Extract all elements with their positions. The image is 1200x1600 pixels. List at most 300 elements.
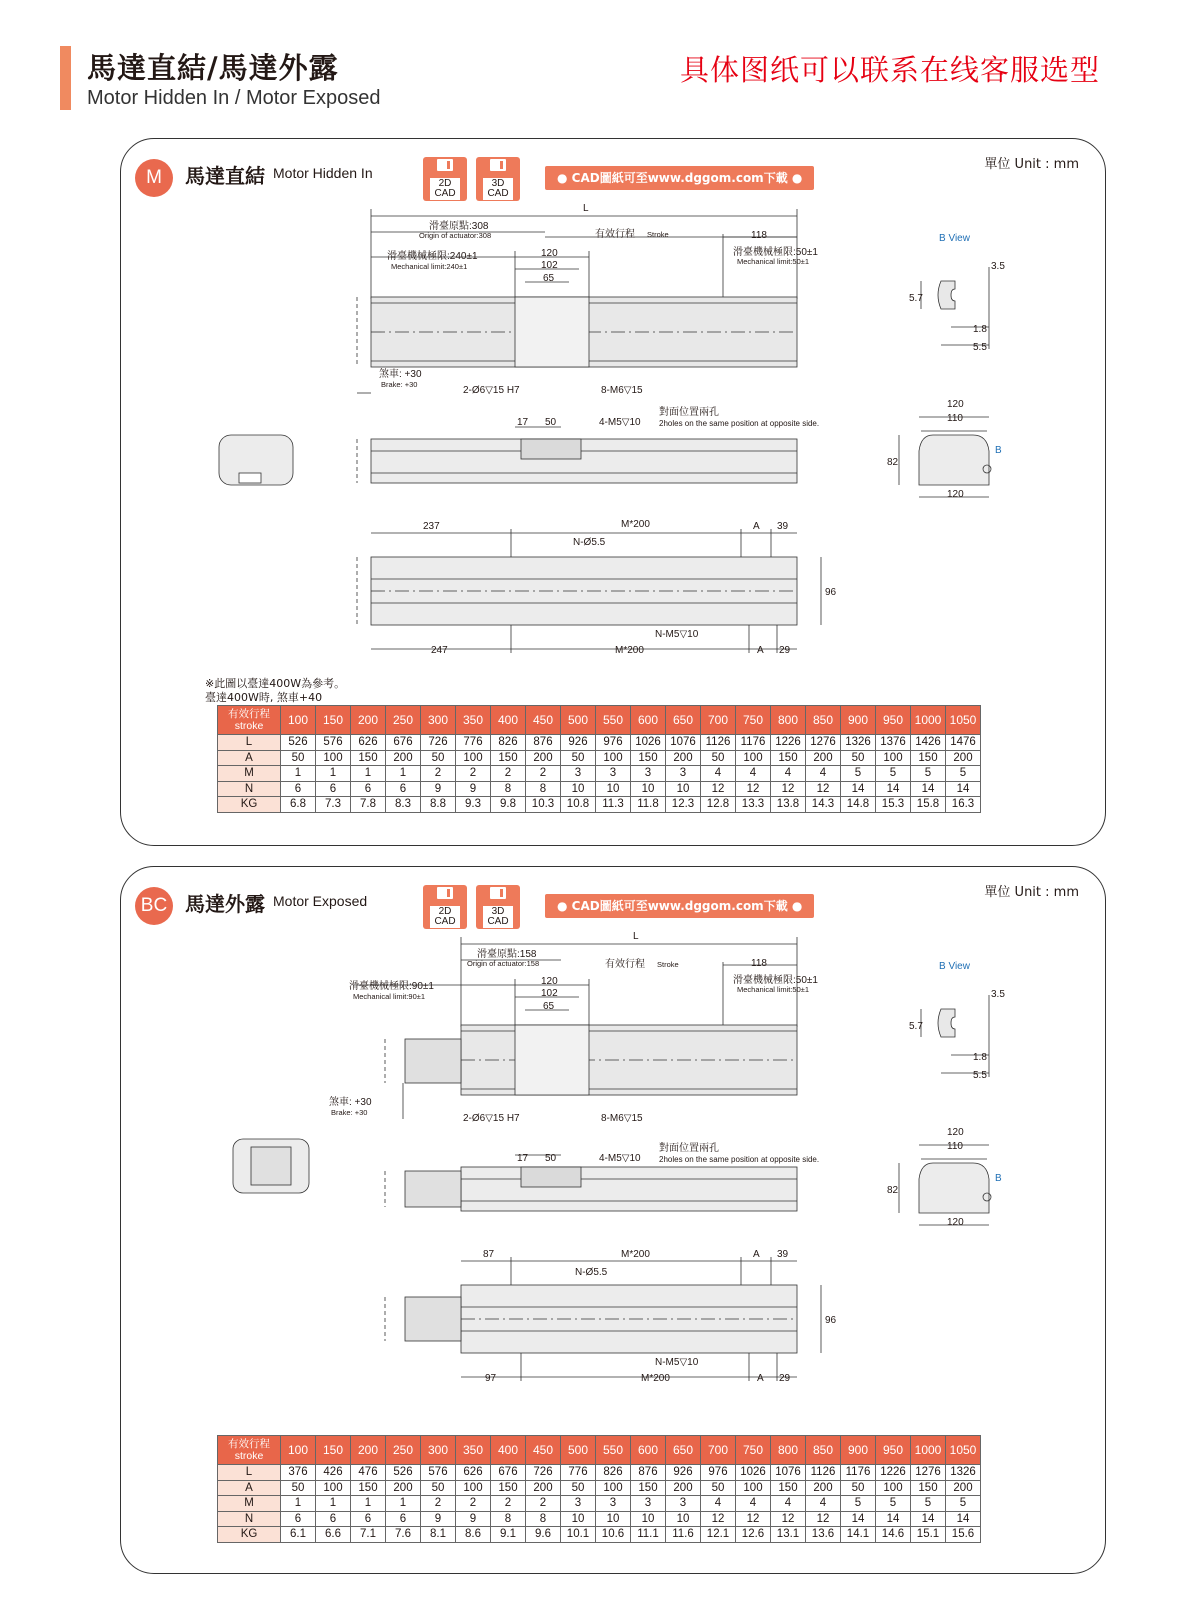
dim-bottom-left: 97 [485,1373,497,1384]
dim-39: 39 [777,1249,789,1260]
mech-right-cn: 滑臺機械極限:50±1 [733,975,818,986]
table-row [218,781,981,797]
table-cell: 5 [946,1496,981,1512]
dim-65: 65 [543,1001,555,1012]
end-dim-120-top: 120 [947,1127,964,1138]
table-cell: 1 [386,1496,421,1512]
table-cell: 150 [491,1480,526,1496]
hole-n55: N-Ø5.5 [575,1267,608,1278]
spec-table [217,705,981,813]
spec-table [217,1435,981,1543]
table-row [218,1480,981,1496]
table-cell: 100 [456,750,491,766]
table-row [218,735,981,751]
dim-118: 118 [751,230,767,241]
mech-left-cn: 滑臺機械極限:240±1 [387,251,478,262]
stroke-column-header: 1050 [946,706,981,735]
table-cell: 6.1 [281,1527,316,1543]
table-cell: 4 [736,1496,771,1512]
mech-left-en: Mechanical limit:90±1 [353,992,426,1001]
table-cell: 14 [876,1511,911,1527]
stroke-column-header: 350 [456,706,491,735]
opposite-en: 2holes on the same position at opposite side. [659,1155,820,1164]
table-cell: 11.3 [596,797,631,813]
hole-n55: N-Ø5.5 [573,537,606,548]
stroke-column-header: 550 [596,706,631,735]
stroke-column-header: 100 [281,706,316,735]
dim-39: 39 [777,521,789,532]
table-cell: 676 [491,1465,526,1481]
stroke-header-cell [218,1436,281,1465]
table-cell: 6 [386,781,421,797]
table-cell: 8 [526,1511,561,1527]
table-cell: 1276 [806,735,841,751]
table-cell: 5 [841,1496,876,1512]
table-cell: 576 [316,735,351,751]
table-cell: 50 [841,1480,876,1496]
table-cell: 2 [456,1496,491,1512]
hole-pin: 2-Ø6▽15 H7 [463,385,520,396]
table-cell: 200 [386,750,421,766]
cad-3d-line2: CAD [487,188,509,199]
table-cell: 2 [491,1496,526,1512]
dim-65: 65 [543,273,555,284]
table-cell: 4 [736,766,771,782]
stroke-column-header: 750 [736,1436,771,1465]
table-cell: 11.1 [631,1527,666,1543]
table-cell: 376 [281,1465,316,1481]
row-label: L [218,735,281,751]
row-label: A [218,750,281,766]
table-cell: 200 [526,1480,561,1496]
table-cell: 9.6 [526,1527,561,1543]
mech-left-en: Mechanical limit:240±1 [391,262,468,271]
origin-cn: 滑臺原點:308 [429,221,489,232]
stroke-column-header: 150 [316,1436,351,1465]
end-dim-120-top: 120 [947,399,964,410]
table-cell: 8 [491,1511,526,1527]
table-cell: 1026 [631,735,666,751]
panel-subtitle: Motor Exposed [273,893,368,909]
stroke-column-header: 650 [666,1436,701,1465]
header-accent-bar [60,46,71,110]
table-cell: 876 [631,1465,666,1481]
table-cell: 15.1 [911,1527,946,1543]
table-cell: 15.8 [911,797,946,813]
table-cell: 9 [456,781,491,797]
table-cell: 50 [701,750,736,766]
table-cell: 8 [491,781,526,797]
stroke-column-header: 600 [631,706,666,735]
table-cell: 2 [421,1496,456,1512]
end-dim-120-bottom: 120 [947,489,964,500]
row-label: N [218,1511,281,1527]
table-cell: 2 [421,766,456,782]
table-cell: 50 [281,1480,316,1496]
table-cell: 12 [736,781,771,797]
hole-nm5: N-M5▽10 [655,629,699,640]
panel-motor-exposed [120,866,1106,1574]
table-cell: 13.3 [736,797,771,813]
table-cell: 150 [911,1480,946,1496]
table-cell: 1276 [911,1465,946,1481]
table-cell: 14 [841,1511,876,1527]
hole-m5: 4-M5▽10 [599,417,641,428]
table-cell: 13.6 [806,1527,841,1543]
table-cell: 5 [876,1496,911,1512]
table-cell: 5 [946,766,981,782]
table-cell: 10 [666,1511,701,1527]
table-cell: 9.8 [491,797,526,813]
table-cell: 926 [561,735,596,751]
table-cell: 1426 [911,735,946,751]
table-cell: 16.3 [946,797,981,813]
table-cell: 9 [456,1511,491,1527]
stroke-column-header: 1000 [911,1436,946,1465]
table-cell: 8.1 [421,1527,456,1543]
table-cell: 10.3 [526,797,561,813]
row-label: A [218,1480,281,1496]
table-cell: 5 [911,1496,946,1512]
stroke-column-header: 550 [596,1436,631,1465]
dim-1-8: 1.8 [973,324,987,335]
dim-m200-top: M*200 [621,519,650,530]
table-cell: 1176 [841,1465,876,1481]
dim-m200-bottom: M*200 [641,1373,670,1384]
stroke-column-header: 900 [841,1436,876,1465]
stroke-column-header: 300 [421,706,456,735]
hole-m5: 4-M5▽10 [599,1153,641,1164]
table-cell: 6 [281,1511,316,1527]
table-cell: 5 [911,766,946,782]
table-cell: 6 [281,781,316,797]
row-label: N [218,781,281,797]
table-cell: 12.1 [701,1527,736,1543]
stroke-column-header: 350 [456,1436,491,1465]
origin-en: Origin of actuator:158 [467,959,540,968]
dim-L: L [633,931,639,942]
table-cell: 150 [491,750,526,766]
stroke-column-header: 200 [351,706,386,735]
table-cell: 12 [736,1511,771,1527]
table-cell: 150 [771,1480,806,1496]
dim-L: L [583,203,589,214]
row-label: KG [218,797,281,813]
table-cell: 3 [596,766,631,782]
table-cell: 12 [806,781,841,797]
stroke-header-en: stroke [234,720,264,732]
table-cell: 50 [421,750,456,766]
table-cell: 50 [841,750,876,766]
table-cell: 1 [351,1496,386,1512]
table-cell: 12 [771,1511,806,1527]
panel-subtitle: Motor Hidden In [273,165,373,181]
dim-A-bottom: A [757,1373,764,1384]
table-header-row [218,706,981,735]
b-view-label: B View [939,233,970,244]
stroke-column-header: 250 [386,1436,421,1465]
table-cell: 50 [281,750,316,766]
cad-download-link[interactable]: ● CAD圖紙可至www.dggom.com下載 ● [545,166,814,190]
table-cell: 200 [946,750,981,766]
table-row [218,1511,981,1527]
stroke-column-header: 450 [526,1436,561,1465]
opposite-en: 2holes on the same position at opposite side. [659,419,820,428]
table-cell: 1076 [771,1465,806,1481]
cad-2d-line1: 2D [438,906,452,917]
brake-cn: 煞車: +30 [379,369,422,380]
stroke-column-header: 700 [701,706,736,735]
table-cell: 2 [491,766,526,782]
table-header-row [218,1436,981,1465]
opposite-cn: 對面位置兩孔 [659,407,719,418]
table-cell: 10 [631,1511,666,1527]
table-cell: 1126 [701,735,736,751]
table-cell: 12.8 [701,797,736,813]
cad-3d-line1: 3D [491,906,505,917]
table-cell: 50 [561,1480,596,1496]
table-cell: 6.8 [281,797,316,813]
table-row [218,797,981,813]
dim-A-top: A [753,521,760,532]
stroke-header-cn: 有效行程 [228,1438,270,1450]
hole-pin: 2-Ø6▽15 H7 [463,1113,520,1124]
b-marker: B [995,1173,1002,1184]
dim-96: 96 [825,587,837,598]
table-cell: 2 [526,1496,561,1512]
stroke-column-header: 950 [876,1436,911,1465]
table-cell: 3 [561,766,596,782]
unit-label: 單位 Unit : mm [984,885,1079,900]
technical-drawing [121,867,1105,1427]
table-cell: 1 [386,766,421,782]
brake-en: Brake: +30 [331,1108,368,1117]
table-cell: 7.3 [316,797,351,813]
table-cell: 14.6 [876,1527,911,1543]
cad-download-link[interactable]: ● CAD圖紙可至www.dggom.com下載 ● [545,894,814,918]
reference-note [205,677,345,705]
table-cell: 7.1 [351,1527,386,1543]
table-cell: 926 [666,1465,701,1481]
table-cell: 200 [806,750,841,766]
table-cell: 976 [701,1465,736,1481]
b-view-label: B View [939,961,970,972]
stroke-header-cell [218,706,281,735]
stroke-column-header: 850 [806,1436,841,1465]
stroke-column-header: 800 [771,1436,806,1465]
table-cell: 3 [596,1496,631,1512]
table-cell: 14 [841,781,876,797]
stroke-column-header: 150 [316,706,351,735]
table-cell: 976 [596,735,631,751]
end-dim-82: 82 [887,457,899,468]
mech-right-cn: 滑臺機械極限:50±1 [733,247,818,258]
table-cell: 626 [351,735,386,751]
table-cell: 150 [631,750,666,766]
table-cell: 150 [911,750,946,766]
page-title: 馬達直結/馬達外露 [87,51,339,85]
b-marker: B [995,445,1002,456]
table-cell: 726 [421,735,456,751]
mech-right-en: Mechanical limit:50±1 [737,257,810,266]
table-cell: 10 [561,781,596,797]
table-cell: 14 [946,1511,981,1527]
page-subtitle: Motor Hidden In / Motor Exposed [87,87,381,109]
table-cell: 1 [316,1496,351,1512]
panel-motor-hidden [120,138,1106,846]
table-cell: 726 [526,1465,561,1481]
technical-drawing [121,139,1105,699]
dim-A-top: A [753,1249,760,1260]
table-cell: 1326 [841,735,876,751]
model-badge: BC [135,887,173,925]
table-cell: 4 [771,1496,806,1512]
table-cell: 2 [456,766,491,782]
table-cell: 1076 [666,735,701,751]
table-cell: 100 [736,750,771,766]
dim-120: 120 [541,248,558,259]
dim-50: 50 [545,1153,557,1164]
table-cell: 1226 [876,1465,911,1481]
end-dim-110: 110 [947,1141,963,1152]
table-cell: 12 [701,781,736,797]
table-cell: 150 [351,750,386,766]
table-cell: 6.6 [316,1527,351,1543]
hole-m6: 8-M6▽15 [601,385,643,396]
table-cell: 11.6 [666,1527,701,1543]
dim-A-bottom: A [757,645,764,656]
table-cell: 12 [701,1511,736,1527]
cad-2d-line1: 2D [438,178,452,189]
end-dim-82: 82 [887,1185,899,1196]
panel-title: 馬達直結 [185,164,265,188]
table-cell: 3 [666,766,701,782]
table-cell: 200 [386,1480,421,1496]
table-cell: 5 [876,766,911,782]
table-cell: 426 [316,1465,351,1481]
table-cell: 100 [876,750,911,766]
table-cell: 7.6 [386,1527,421,1543]
stroke-column-header: 500 [561,706,596,735]
stroke-cn: 有效行程 [605,959,645,970]
table-cell: 50 [701,1480,736,1496]
table-row [218,1496,981,1512]
row-label: M [218,1496,281,1512]
table-cell: 14 [911,1511,946,1527]
table-row [218,750,981,766]
dim-top-left: 87 [483,1249,495,1260]
table-cell: 150 [771,750,806,766]
mech-left-cn: 滑臺機械極限:90±1 [349,981,434,992]
table-row [218,766,981,782]
dim-29: 29 [779,1373,791,1384]
table-cell: 14 [946,781,981,797]
row-label: L [218,1465,281,1481]
table-cell: 1 [351,766,386,782]
dim-96: 96 [825,1315,837,1326]
table-cell: 200 [526,750,561,766]
table-cell: 13.8 [771,797,806,813]
table-cell: 11.8 [631,797,666,813]
table-cell: 576 [421,1465,456,1481]
table-cell: 200 [806,1480,841,1496]
table-cell: 1126 [806,1465,841,1481]
table-cell: 1026 [736,1465,771,1481]
table-cell: 776 [456,735,491,751]
stroke-column-header: 1050 [946,1436,981,1465]
panel-title: 馬達外露 [185,892,265,916]
table-cell: 100 [596,1480,631,1496]
table-cell: 12 [771,781,806,797]
table-cell: 100 [596,750,631,766]
table-cell: 2 [526,766,561,782]
table-cell: 10.8 [561,797,596,813]
stroke-header-cn: 有效行程 [228,708,270,720]
stroke-en: Stroke [647,230,669,239]
origin-en: Origin of actuator:308 [419,231,492,240]
stroke-cn: 有效行程 [595,229,635,240]
table-cell: 200 [666,750,701,766]
stroke-column-header: 1000 [911,706,946,735]
stroke-column-header: 750 [736,706,771,735]
table-cell: 200 [666,1480,701,1496]
table-cell: 9.1 [491,1527,526,1543]
end-dim-120-bottom: 120 [947,1217,964,1228]
stroke-column-header: 500 [561,1436,596,1465]
dim-5-7: 5.7 [909,293,923,304]
table-cell: 1176 [736,735,771,751]
stroke-column-header: 850 [806,706,841,735]
table-cell: 1 [281,1496,316,1512]
table-cell: 626 [456,1465,491,1481]
cad-2d-line2: CAD [434,916,456,927]
table-cell: 1326 [946,1465,981,1481]
brake-cn: 煞車: +30 [329,1097,372,1108]
dim-29: 29 [779,645,791,656]
table-cell: 3 [666,1496,701,1512]
table-cell: 150 [351,1480,386,1496]
brake-en: Brake: +30 [381,380,418,389]
mech-right-en: Mechanical limit:50±1 [737,985,810,994]
hole-nm5: N-M5▽10 [655,1357,699,1368]
dim-bottom-left: 247 [431,645,448,656]
stroke-column-header: 400 [491,706,526,735]
dim-118: 118 [751,958,767,969]
dim-1-8: 1.8 [973,1052,987,1063]
table-cell: 526 [281,735,316,751]
table-cell: 100 [876,1480,911,1496]
stroke-column-header: 800 [771,706,806,735]
table-cell: 1476 [946,735,981,751]
table-row [218,1527,981,1543]
table-cell: 9 [421,781,456,797]
table-cell: 3 [631,1496,666,1512]
table-cell: 100 [456,1480,491,1496]
table-row [218,1465,981,1481]
table-cell: 10.1 [561,1527,596,1543]
table-cell: 50 [421,1480,456,1496]
table-cell: 10 [666,781,701,797]
stroke-column-header: 600 [631,1436,666,1465]
table-cell: 10 [631,781,666,797]
table-cell: 526 [386,1465,421,1481]
dim-5-7: 5.7 [909,1021,923,1032]
table-cell: 8 [526,781,561,797]
dim-3-5: 3.5 [991,989,1005,1000]
table-cell: 100 [736,1480,771,1496]
table-cell: 14.1 [841,1527,876,1543]
note-line-2: 臺達400W時, 煞車+40 [205,691,323,704]
